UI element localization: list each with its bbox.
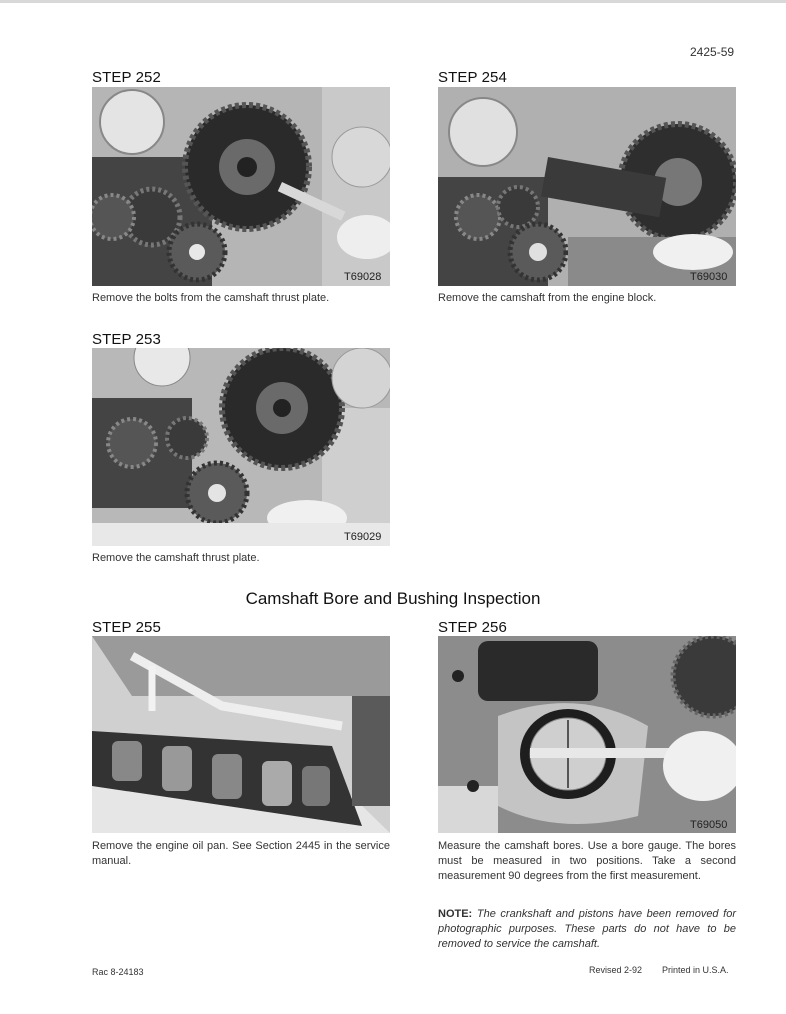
note-label: NOTE: [438,908,473,920]
footer-document-number: Rac 8-24183 [92,967,144,977]
step-256-label: STEP 256 [438,619,507,636]
footer-printed: Printed in U.S.A. [662,965,729,975]
step-254-label: STEP 254 [438,69,507,86]
step-254-caption: Remove the camshaft from the engine block. [438,292,657,304]
step-253-caption: Remove the camshaft thrust plate. [92,552,260,564]
step-253-photo [92,348,390,546]
step-254-figure-id: T69030 [690,271,728,283]
step-253-figure-id: T69029 [344,531,382,543]
step-255-photo [92,636,390,833]
note-block [438,907,736,952]
step-255-label: STEP 255 [92,619,161,636]
step-256-photo [438,636,736,833]
step-252-caption: Remove the bolts from the camshaft thrust plate. [92,292,330,304]
note-text: The crankshaft and pistons have been removed for photographic purposes. These parts do not have to be removed to service the camshaft. [438,908,736,950]
step-252-figure-id: T69028 [344,271,382,283]
step-255-caption: Remove the engine oil pan. See Section 2445 in the service manual. [92,840,390,867]
section-title: Camshaft Bore and Bushing Inspection [245,589,541,608]
step-254-photo [438,87,736,286]
step-256-caption: Measure the camshaft bores. Use a bore gauge. The bores must be measured in two positions. Take a second measurement 90 degrees from the first measurement. [438,840,736,882]
step-252-label: STEP 252 [92,69,161,86]
page-number: 2425-59 [690,45,735,59]
step-253-label: STEP 253 [92,331,161,348]
step-256-figure-id: T69050 [690,819,728,831]
footer-revised: Revised 2-92 [589,965,643,975]
step-252-photo [92,87,390,286]
